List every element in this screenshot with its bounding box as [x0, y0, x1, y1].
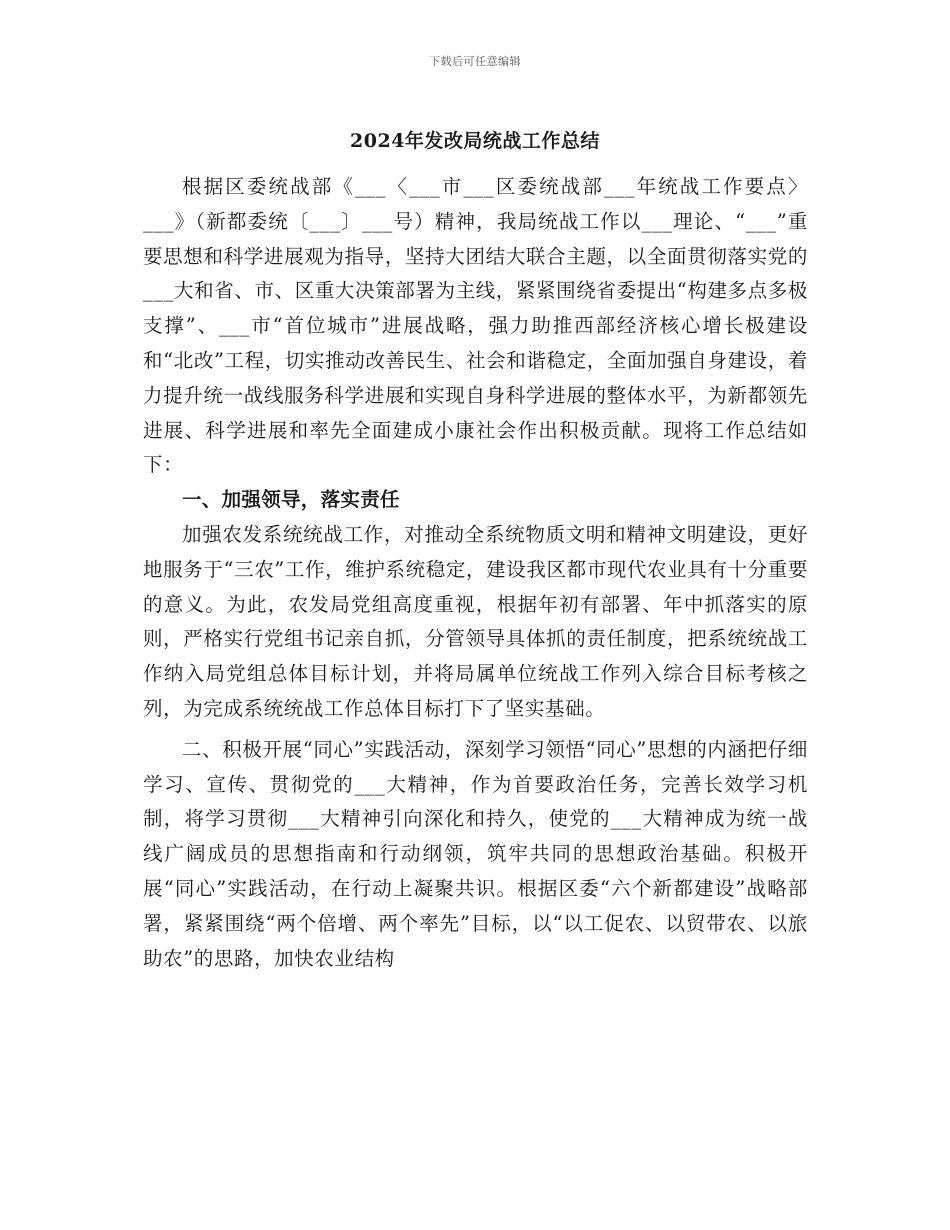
section-2-paragraph: 二、积极开展“同心”实践活动，深刻学习领悟“同心”思想的内涵把仔细学习、宣传、贯彻党的___大精神，作为首要政治任务，完善长效学习机制，将学习贯彻___大精神引向深化和持久，使党的___大精神成为统一战线广阔成员的思想指南和行动纲领，筑牢共同的思想政治基础。积极开展“同心”实践活动，在行动上凝聚共识。根据区委“六个新都建设”战略部署，紧紧围绕“两个倍增、两个率先”目标，以“以工促农、以贸带农、以旅助农”的思路，加快农业结构: [143, 737, 808, 970]
intro-paragraph: 根据区委统战部《___〈___市___区委统战部___年统战工作要点〉___》（新都委统〔___〕___号）精神，我局统战工作以___理论、“___”重要思想和科学进展观为指导，坚持大团结大联合主题，以全面贯彻落实党的___大和省、市、区重大决策部署为主线，紧紧围绕省委提出“构建多点多极支撑”、___市“首位城市”进展战略，强力助推西部经济核心增长极建设和“北改”工程，切实推动改善民生、社会和谐稳定，全面加强自身建设，着力提升统一战线服务科学进展和实现自身科学进展的整体水平，为新都领先进展、科学进展和率先全面建成小康社会作出积极贡献。现将工作总结如下：: [143, 175, 808, 477]
document-body: [143, 170, 808, 976]
section-heading-1: 一、加强领导，落实责任: [182, 488, 400, 512]
header-note: 下载后可任意编辑: [429, 55, 521, 68]
section-1-paragraph: 加强农发系统统战工作，对推动全系统物质文明和精神文明建设，更好地服务于“三农”工作，维护系统稳定，建设我区都市现代农业具有十分重要的意义。为此，农发局党组高度重视，根据年初有部署、年中抓落实的原则，严格实行党组书记亲自抓，分管领导具体抓的责任制度，把系统统战工作纳入局党组总体目标计划，并将局属单位统战工作列入综合目标考核之列，为完成系统统战工作总体目标打下了坚实基础。: [143, 522, 808, 720]
document-title: 2024年发改局统战工作总结: [350, 130, 600, 152]
